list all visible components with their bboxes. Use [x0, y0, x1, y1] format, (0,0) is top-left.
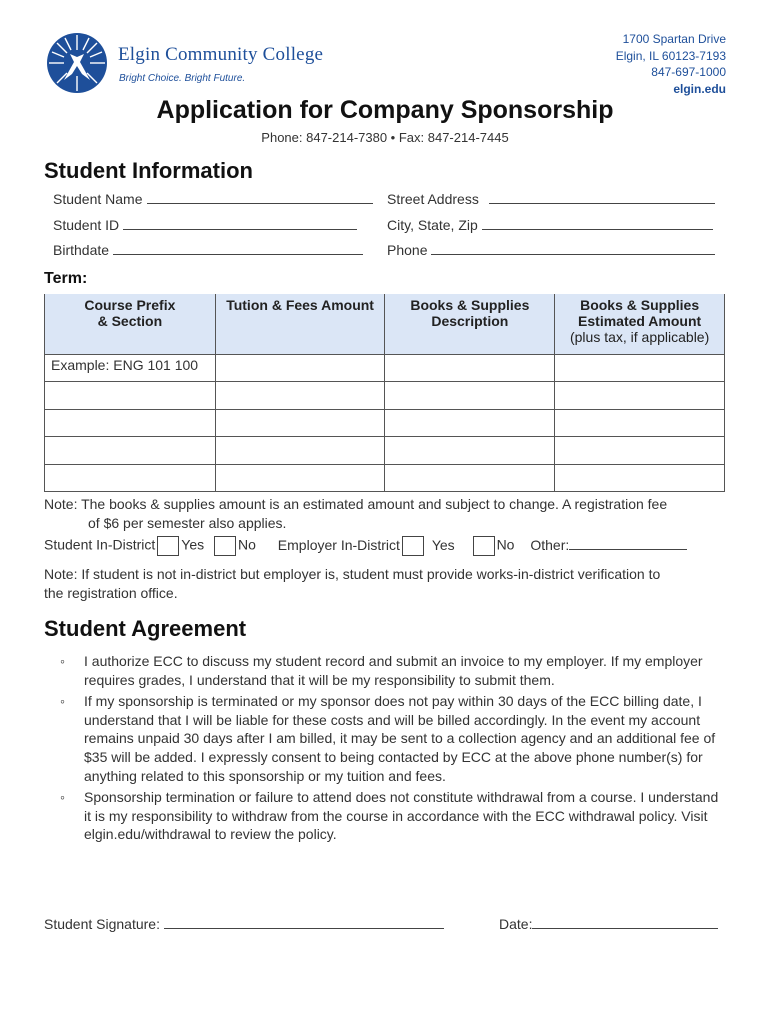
student-in-district-label: Student In-District	[44, 536, 156, 553]
address-phone: 847-697-1000	[651, 65, 726, 79]
col-tuition-fees-label: Tution & Fees Amount	[226, 297, 374, 313]
college-address	[616, 31, 726, 97]
agreement-list	[60, 652, 720, 847]
list-item	[60, 692, 720, 785]
other-line[interactable]	[569, 538, 687, 550]
student-district-no-checkbox[interactable]	[214, 536, 236, 556]
fee-note-line2: of $6 per semester also applies.	[88, 515, 287, 531]
table-cell[interactable]	[215, 409, 385, 437]
col-books-description	[385, 294, 555, 354]
list-item	[60, 652, 720, 689]
phone-label: Phone	[387, 242, 428, 258]
district-note	[44, 565, 734, 603]
col-tuition-fees	[215, 294, 385, 354]
table-cell[interactable]	[45, 464, 216, 492]
table-cell[interactable]	[215, 382, 385, 410]
table-cell[interactable]	[45, 382, 216, 410]
table-cell[interactable]	[215, 464, 385, 492]
col-course-prefix	[45, 294, 216, 354]
student-info-heading: Student Information	[44, 158, 253, 183]
table-cell[interactable]	[555, 354, 725, 382]
employer-district-yes-checkbox[interactable]	[402, 536, 424, 556]
table-cell[interactable]	[215, 437, 385, 465]
district-note-line1: Note: If student is not in-district but employer is, student must provide works-in-district verification to	[44, 566, 661, 582]
employer-district-no-checkbox[interactable]	[473, 536, 495, 556]
table-cell[interactable]	[555, 464, 725, 492]
table-row	[45, 382, 725, 410]
table-cell[interactable]	[385, 437, 555, 465]
phone-line[interactable]	[431, 243, 715, 255]
bullet-icon: ◦	[60, 789, 65, 806]
col-course-prefix-line1: Course Prefix	[84, 297, 176, 313]
table-cell[interactable]	[385, 464, 555, 492]
student-name-label: Student Name	[53, 191, 143, 207]
signature-label: Student Signature:	[44, 916, 160, 932]
course-table	[44, 294, 725, 492]
ecc-emblem-icon	[44, 30, 110, 96]
employer-no-label: No	[496, 536, 515, 553]
table-cell[interactable]	[45, 437, 216, 465]
fee-note-line1: Note: The books & supplies amount is an estimated amount and subject to change. A registration fee	[44, 496, 668, 512]
table-cell-example[interactable]: Example: ENG 101 100	[45, 354, 216, 382]
date-label: Date:	[499, 916, 533, 932]
table-header-row	[45, 294, 725, 354]
student-id-label: Student ID	[53, 217, 120, 233]
table-cell[interactable]	[555, 409, 725, 437]
student-name-line[interactable]	[147, 192, 373, 204]
student-no-label: No	[238, 536, 256, 553]
agreement-heading: Student Agreement	[44, 616, 247, 641]
col-books-amount-line3: (plus tax, if applicable)	[569, 329, 710, 345]
table-cell[interactable]	[215, 354, 385, 382]
col-books-description-line2: Description	[431, 313, 509, 329]
signature-field[interactable]	[44, 916, 444, 932]
other-label: Other:	[530, 536, 570, 553]
agreement-text: Sponsorship termination or failure to attend does not constitute withdrawal from a course. I understand it is my responsibility to withdraw from the course in accordance with the ECC withdrawal policy. Visit elgin.edu/withdrawal to review the policy.	[84, 789, 719, 843]
college-name: Elgin Community College	[118, 44, 324, 65]
birthdate-label: Birthdate	[53, 242, 110, 258]
col-course-prefix-line2: & Section	[97, 313, 163, 329]
col-books-amount	[555, 294, 725, 354]
table-cell[interactable]	[385, 409, 555, 437]
table-cell[interactable]	[45, 409, 216, 437]
table-cell[interactable]	[385, 354, 555, 382]
contact-phone-fax: Phone: 847-214-7380 • Fax: 847-214-7445	[261, 130, 509, 145]
agreement-text: If my sponsorship is terminated or my sponsor does not pay within 30 days of the ECC billing date, I understand that I will be liable for these costs and will be billed accordingly. In the event my account remains unpaid 30 days after I am billed, it may be sent to a collection agency and an additional fee of $35 will be added. I expressly consent to being contacted by ECC at the above phone number(s) for anything related to this sponsorship or my tuition and fees.	[84, 693, 716, 784]
table-cell[interactable]	[555, 382, 725, 410]
street-address-field[interactable]	[387, 191, 715, 207]
col-books-amount-line1: Books & Supplies	[580, 297, 700, 313]
table-cell[interactable]	[385, 382, 555, 410]
city-state-zip-line[interactable]	[482, 218, 713, 230]
district-note-line2: the registration office.	[44, 585, 178, 601]
street-address-line[interactable]	[489, 192, 715, 204]
table-row	[45, 354, 725, 382]
student-district-yes-checkbox[interactable]	[157, 536, 179, 556]
city-state-zip-field[interactable]	[387, 217, 713, 233]
col-books-amount-line2: Estimated Amount	[578, 313, 702, 329]
college-logo	[44, 34, 344, 100]
term-label: Term:	[44, 270, 88, 287]
city-state-zip-label: City, State, Zip	[387, 217, 478, 233]
table-row	[45, 437, 725, 465]
employer-yes-label: Yes	[431, 536, 455, 553]
table-row	[45, 464, 725, 492]
table-row	[45, 409, 725, 437]
phone-field[interactable]	[387, 242, 715, 258]
student-id-line[interactable]	[123, 218, 357, 230]
bullet-icon: ◦	[60, 653, 65, 669]
col-books-description-line1: Books & Supplies	[410, 297, 530, 313]
employer-in-district-label: Employer In-District	[277, 536, 400, 553]
address-city: Elgin, IL 60123-7193	[615, 48, 726, 63]
street-address-label: Street Address	[387, 191, 479, 207]
student-name-field[interactable]	[53, 191, 373, 207]
page-title: Application for Company Sponsorship	[156, 96, 614, 124]
date-field[interactable]	[499, 916, 718, 932]
birthdate-line[interactable]	[113, 243, 363, 255]
signature-line[interactable]	[164, 917, 444, 929]
address-street: 1700 Spartan Drive	[622, 32, 726, 46]
date-line[interactable]	[532, 917, 718, 929]
agreement-text: I authorize ECC to discuss my student record and submit an invoice to my employer. If my employer requires grades, I understand that it will be my responsibility to submit them.	[84, 653, 703, 688]
student-yes-label: Yes	[181, 536, 205, 553]
district-row	[44, 536, 687, 556]
college-website-link[interactable]: elgin.edu	[673, 81, 726, 96]
birthdate-field[interactable]	[53, 242, 363, 258]
fee-note	[44, 495, 734, 533]
list-item	[60, 788, 720, 844]
student-id-field[interactable]	[53, 217, 357, 233]
term-field[interactable]	[44, 270, 192, 295]
table-cell[interactable]	[555, 437, 725, 465]
bullet-icon: ◦	[60, 693, 65, 710]
college-tagline: Bright Choice. Bright Future.	[119, 73, 246, 84]
